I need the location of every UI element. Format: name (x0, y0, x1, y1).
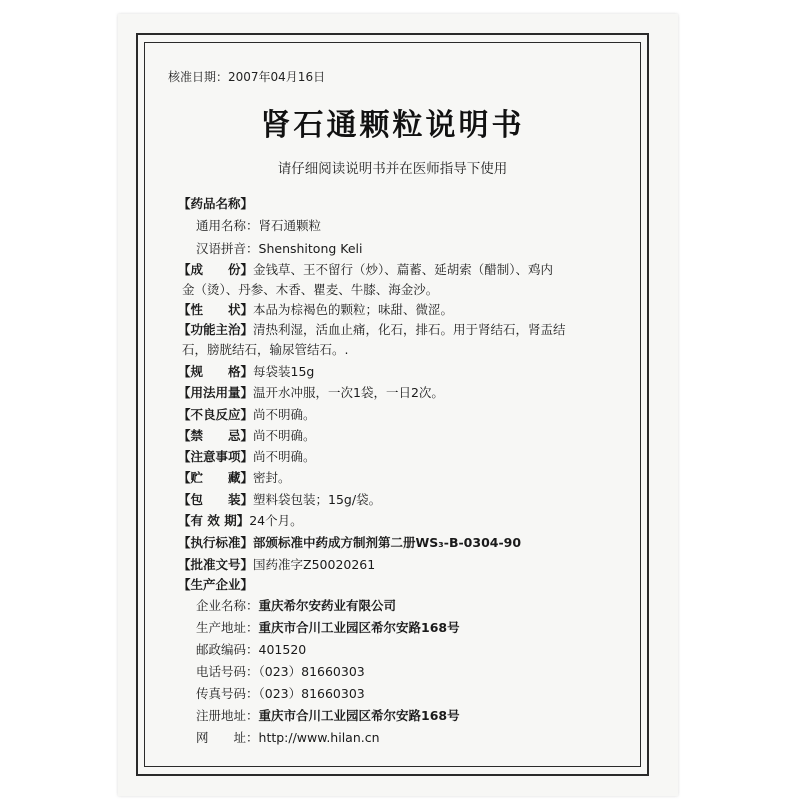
contra-row (178, 426, 316, 444)
adverse-row (178, 405, 316, 423)
manufacturer-header: 【生产企业】 (178, 577, 254, 592)
usage-label: 【用法用量】 (178, 385, 254, 400)
standard-label: 【执行标准】 (178, 535, 254, 550)
website-value: http://www.hilan.cn (258, 730, 380, 745)
standard-row (178, 533, 521, 551)
usage-value: 温开水冲服，一次1袋，一日2次。 (253, 385, 444, 400)
document-subtitle: 请仔细阅读说明书并在医师指导下使用 (277, 161, 508, 177)
postcode-label: 邮政编码： (196, 642, 259, 657)
website-row (196, 728, 380, 746)
document-title: 肾石通颗粒说明书 (260, 108, 525, 143)
storage-label: 【贮 藏】 (178, 470, 254, 485)
usage-row (178, 383, 444, 401)
properties-value: 本品为棕褐色的颗粒；味甜、微涩。 (253, 302, 454, 317)
approval-no-row (178, 555, 375, 573)
adverse-label: 【不良反应】 (178, 407, 254, 422)
phone-value: （023）81660303 (258, 664, 365, 679)
standard-value: 部颁标准中药成方制剂第二册WS₃-B-0304-90 (253, 535, 522, 550)
phone-label: 电话号码： (196, 664, 259, 679)
approval-no-label: 【批准文号】 (178, 557, 254, 572)
package-label: 【包 装】 (178, 492, 254, 507)
address-value: 重庆市合川工业园区希尔安路168号 (258, 620, 460, 635)
reg-address-label: 注册地址： (196, 708, 259, 723)
indications-row (178, 320, 566, 338)
indications-value-2: 石，膀胱结石，输尿管结石。. (182, 342, 349, 357)
pinyin-value: Shenshitong Keli (258, 241, 363, 256)
validity-row (178, 511, 303, 529)
generic-name-row (196, 216, 321, 234)
phone-row (196, 662, 365, 680)
spec-value: 每袋装15g (253, 364, 315, 379)
fax-label: 传真号码： (196, 686, 259, 701)
spec-row (178, 362, 314, 380)
ingredients-row (178, 260, 553, 278)
approval-date: 核准日期：2007年04月16日 (168, 70, 326, 84)
precautions-row (178, 447, 316, 465)
reg-address-value: 重庆市合川工业园区希尔安路168号 (258, 708, 460, 723)
company-label: 企业名称： (196, 598, 259, 613)
reg-address-row (196, 706, 460, 724)
fax-row (196, 684, 365, 702)
precautions-value: 尚不明确。 (253, 449, 316, 464)
address-label: 生产地址： (196, 620, 259, 635)
drug-name-header: 【药品名称】 (178, 196, 254, 211)
website-label: 网 址： (196, 730, 259, 745)
storage-value: 密封。 (253, 470, 291, 485)
fax-value: （023）81660303 (258, 686, 365, 701)
pinyin-row (196, 239, 362, 257)
generic-name-value: 肾石通颗粒 (258, 218, 322, 233)
pinyin-label: 汉语拼音： (196, 241, 259, 256)
company-value: 重庆希尔安药业有限公司 (258, 598, 397, 613)
package-value: 塑料袋包装；15g/袋。 (253, 492, 382, 507)
properties-label: 【性 状】 (178, 302, 254, 317)
contra-value: 尚不明确。 (253, 428, 316, 443)
generic-name-label: 通用名称： (196, 218, 259, 233)
ingredients-value-1: 金钱草、王不留行（炒）、萹蓄、延胡索（醋制）、鸡内 (253, 262, 554, 277)
spec-label: 【规 格】 (178, 364, 254, 379)
indications-value-1: 清热利湿，活血止痛，化石，排石。用于肾结石，肾盂结 (253, 322, 566, 337)
company-row (196, 596, 396, 614)
postcode-row (196, 640, 306, 658)
validity-value: 24个月。 (249, 513, 303, 528)
package-row (178, 490, 381, 508)
adverse-value: 尚不明确。 (253, 407, 316, 422)
approval-no-value: 国药准字Z50020261 (253, 557, 376, 572)
contra-label: 【禁 忌】 (178, 428, 254, 443)
postcode-value: 401520 (258, 642, 307, 657)
precautions-label: 【注意事项】 (178, 449, 254, 464)
validity-label: 【有 效 期】 (178, 513, 250, 528)
storage-row (178, 468, 291, 486)
address-row (196, 618, 460, 636)
properties-row (178, 300, 453, 318)
ingredients-value-2: 金（烫）、丹参、木香、瞿麦、牛膝、海金沙。 (182, 282, 439, 297)
ingredients-label: 【成 份】 (178, 262, 254, 277)
indications-label: 【功能主治】 (178, 322, 254, 337)
